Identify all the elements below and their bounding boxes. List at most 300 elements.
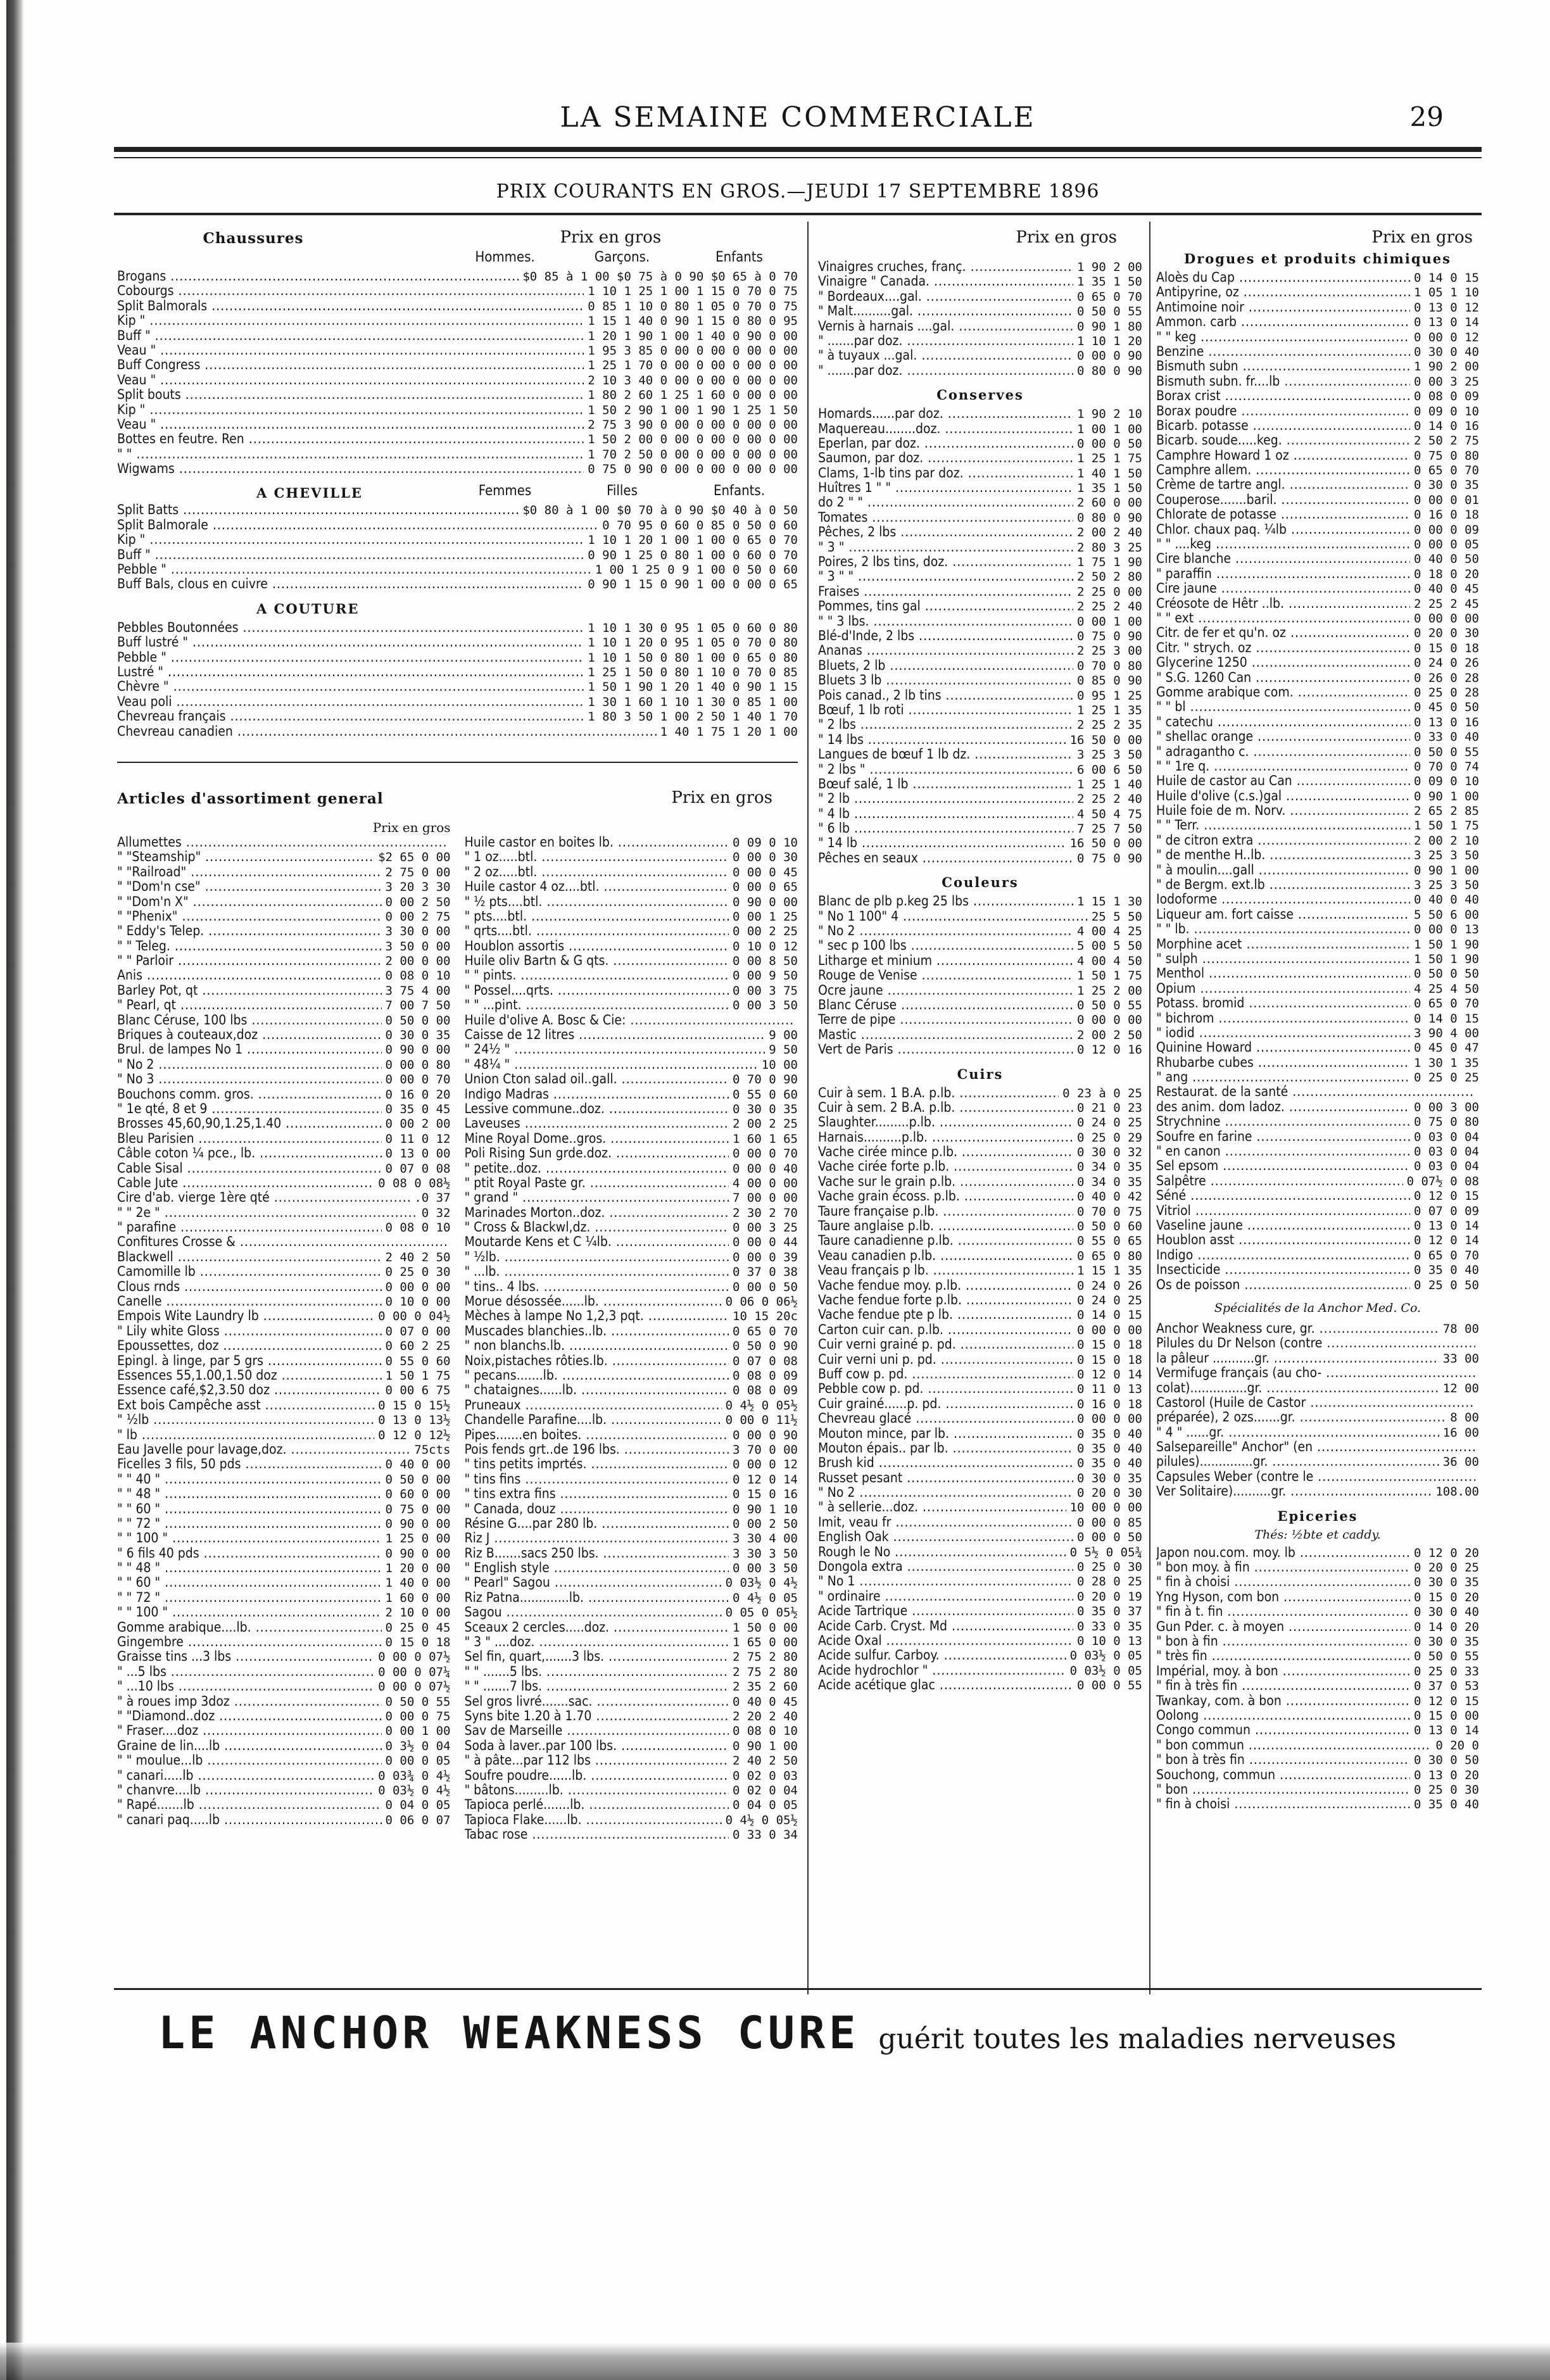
price-row bbox=[1156, 581, 1479, 596]
item-name: Cire blanche ..... bbox=[1156, 551, 1410, 566]
item-name: Briques à couteaux,doz ..... bbox=[117, 1028, 382, 1042]
item-name: " " 2e " ..... bbox=[117, 1206, 418, 1220]
item-name: " " 48 " ..... bbox=[117, 1487, 382, 1501]
item-name: " " 72 " ..... bbox=[117, 1516, 382, 1531]
price-row bbox=[818, 894, 1142, 909]
articles-price-heading: Prix en gros bbox=[671, 788, 772, 807]
item-price: 0 00 0 00 bbox=[1077, 1013, 1142, 1028]
item-name: " à moulin....gall ..... bbox=[1156, 863, 1410, 878]
item-name: Poires, 2 lbs tins, doz. ..... bbox=[818, 555, 1073, 569]
item-name: " ang ..... bbox=[1156, 1070, 1410, 1085]
item-price: 0 4½ 0 05 bbox=[733, 1590, 798, 1605]
item-price: 0 13 0 14 bbox=[1414, 315, 1479, 330]
price-row bbox=[117, 1028, 451, 1042]
price-row bbox=[465, 1280, 798, 1294]
vinaigres-list bbox=[818, 260, 1142, 378]
item-name: Huile de castor au Can ..... bbox=[1156, 774, 1410, 788]
price-row bbox=[1156, 1188, 1479, 1203]
price-row bbox=[117, 1057, 451, 1072]
price-row bbox=[1156, 477, 1479, 492]
price-row bbox=[1156, 1664, 1479, 1678]
price-row bbox=[1156, 1262, 1479, 1277]
item-price: 0 00 0 09 bbox=[1414, 522, 1479, 537]
item-price: 0 00 0 75 bbox=[385, 1709, 451, 1723]
price-row bbox=[1156, 1100, 1479, 1114]
item-name: Benzine ..... bbox=[1156, 344, 1410, 359]
item-name: " No 2 ..... bbox=[117, 1057, 382, 1072]
price-row bbox=[465, 1813, 798, 1827]
item-name: Canelle ..... bbox=[117, 1294, 382, 1309]
item-name: " " keg ..... bbox=[1156, 330, 1410, 344]
item-price: 0 75 0 00 bbox=[385, 1502, 451, 1516]
price-row bbox=[818, 584, 1142, 599]
item-price: 0 03½ 0 4½ bbox=[378, 1783, 451, 1798]
item-name: " bon à très fin ..... bbox=[1156, 1753, 1410, 1767]
price-row bbox=[818, 1574, 1142, 1589]
item-name: " 3 " ..... bbox=[818, 540, 1073, 555]
item-price: 0 00 2 75 bbox=[385, 909, 451, 924]
price-row bbox=[117, 299, 798, 313]
item-name: " "Railroad" ..... bbox=[117, 865, 382, 879]
price-row bbox=[818, 1397, 1142, 1411]
item-price: 0 12 0 14 bbox=[1414, 1233, 1479, 1248]
item-name: Cire jaune ..... bbox=[1156, 581, 1410, 596]
price-row bbox=[818, 688, 1142, 703]
price-row bbox=[465, 1042, 798, 1057]
price-row bbox=[1156, 448, 1479, 463]
price-row bbox=[818, 334, 1142, 348]
item-name: Houblon assortis ..... bbox=[465, 939, 729, 954]
item-price: 1 50 1 90 1 20 1 40 0 90 1 15 bbox=[588, 680, 798, 695]
price-row bbox=[818, 1204, 1142, 1219]
item-price: 0 14 0 15 bbox=[1414, 271, 1479, 285]
price-row bbox=[465, 1235, 798, 1249]
item-price: 4 00 0 00 bbox=[733, 1176, 798, 1190]
item-name: Chevreau glacé ..... bbox=[818, 1411, 1073, 1426]
item-name: Epoussettes, doz ..... bbox=[117, 1338, 382, 1353]
item-name: Tapioca Flake......lb. ..... bbox=[465, 1813, 722, 1827]
item-name: Cuir grainé......p. pd. ..... bbox=[818, 1397, 1073, 1411]
price-row bbox=[1156, 1694, 1479, 1708]
item-name: " Pearl" Sagou ..... bbox=[465, 1575, 722, 1590]
price-row bbox=[1156, 596, 1479, 611]
item-name: " "Diamond..doz ..... bbox=[117, 1709, 382, 1723]
price-row bbox=[465, 909, 798, 924]
item-price: 0 09 0 10 bbox=[1414, 404, 1479, 419]
price-row bbox=[117, 1472, 451, 1487]
price-row bbox=[1156, 285, 1479, 299]
item-price: 0 11 0 13 bbox=[1077, 1382, 1142, 1397]
item-price: 1 25 1 40 bbox=[1077, 777, 1142, 791]
item-price: 0 13 0 12 bbox=[1414, 300, 1479, 315]
price-row bbox=[818, 1337, 1142, 1352]
price-row bbox=[1156, 315, 1479, 329]
item-price: 0 02 0 03 bbox=[733, 1768, 798, 1783]
item-name: Buff " ..... bbox=[117, 329, 584, 343]
item-price: 8 00 bbox=[1450, 1411, 1479, 1425]
item-price: 0 30 0 50 bbox=[1414, 1753, 1479, 1768]
price-row bbox=[818, 777, 1142, 791]
item-name: Veau poli ..... bbox=[117, 695, 584, 709]
item-price: 0 20 0 25 bbox=[1414, 1561, 1479, 1575]
item-name: Noix,pistaches rôties.lb. ..... bbox=[465, 1354, 729, 1368]
item-price: 2 65 2 85 bbox=[1414, 804, 1479, 819]
item-name: Huile oliv Bartn & G qts. ..... bbox=[465, 954, 729, 968]
item-price: 0 35 0 40 bbox=[1414, 1263, 1479, 1278]
price-row bbox=[1156, 952, 1479, 966]
price-row bbox=[465, 1590, 798, 1605]
item-price: 0 03½ 0 4½ bbox=[725, 1576, 798, 1590]
item-name: Bœuf, 1 lb roti ..... bbox=[818, 703, 1073, 717]
item-name: " 4 lb ..... bbox=[818, 807, 1073, 821]
item-price: 0 16 0 20 bbox=[385, 1087, 451, 1102]
price-row bbox=[117, 1546, 451, 1561]
item-name: Acide sulfur. Carboy. ..... bbox=[818, 1648, 1066, 1663]
item-price: 0 90 1 25 0 80 1 00 0 60 0 70 bbox=[588, 548, 798, 562]
item-price: 0 33 0 35 bbox=[1077, 1619, 1142, 1634]
couleurs-list bbox=[818, 894, 1142, 1057]
item-name: Borax crist ..... bbox=[1156, 389, 1410, 403]
conserves-title: Conserves bbox=[936, 387, 1024, 403]
price-row bbox=[818, 762, 1142, 777]
item-name: " lb ..... bbox=[117, 1428, 374, 1442]
item-name: Buff Bals, clous en cuivre ..... bbox=[117, 577, 584, 591]
item-price: 2 30 2 70 bbox=[733, 1206, 798, 1220]
item-price: 1 30 1 60 1 10 1 30 0 85 1 00 bbox=[588, 695, 798, 709]
item-price: 0 00 1 25 bbox=[733, 909, 798, 924]
price-row bbox=[1156, 655, 1479, 670]
item-price: 1 50 0 00 bbox=[733, 1620, 798, 1635]
item-price: 2 25 3 00 bbox=[1077, 644, 1142, 658]
item-name: Opium ..... bbox=[1156, 981, 1410, 996]
price-row bbox=[117, 998, 451, 1012]
price-row bbox=[818, 703, 1142, 717]
item-name: " 24½ " ..... bbox=[465, 1042, 766, 1057]
item-name: Pêches, 2 lbs ..... bbox=[818, 525, 1073, 539]
price-row bbox=[1156, 1649, 1479, 1663]
item-price: 0 30 0 32 bbox=[1077, 1145, 1142, 1160]
articles-right bbox=[465, 820, 798, 1842]
item-price: 1 25 1 35 bbox=[1077, 703, 1142, 717]
item-price: 0 02 0 04 bbox=[733, 1783, 798, 1798]
item-price: 0 13 0 00 bbox=[385, 1147, 451, 1161]
item-price: 0 00 2 25 bbox=[733, 924, 798, 939]
item-price: 0 08 0 08½ bbox=[378, 1176, 451, 1190]
price-row bbox=[818, 1663, 1142, 1678]
price-row bbox=[117, 1679, 451, 1694]
item-name: Sceaux 2 cercles.....doz. ..... bbox=[465, 1620, 729, 1635]
item-price: 1 30 1 35 bbox=[1414, 1055, 1479, 1070]
item-price: 4 00 4 50 bbox=[1077, 954, 1142, 968]
price-row bbox=[465, 1768, 798, 1783]
item-price: 2 80 3 25 bbox=[1077, 540, 1142, 555]
chaussures-heading bbox=[117, 222, 798, 247]
item-price: 0 40 0 45 bbox=[733, 1694, 798, 1709]
price-row bbox=[117, 403, 798, 417]
item-name: Indigo ..... bbox=[1156, 1248, 1410, 1262]
item-price: 3 20 3 30 bbox=[385, 880, 451, 895]
price-row bbox=[465, 954, 798, 968]
price-row bbox=[465, 850, 798, 864]
price-row bbox=[117, 909, 451, 924]
item-name: Yng Hyson, com bon ..... bbox=[1156, 1590, 1410, 1604]
item-name: Buff Congress ..... bbox=[117, 358, 584, 372]
price-row bbox=[465, 983, 798, 998]
item-price: 0 13 0 14 bbox=[1414, 1219, 1479, 1233]
item-name: Japon nou.com. moy. lb ..... bbox=[1156, 1546, 1410, 1560]
item-name: Veau français p lb. ..... bbox=[818, 1263, 1073, 1278]
item-name: Huile castor 4 oz....btl. ..... bbox=[465, 879, 729, 894]
item-price: 78 00 bbox=[1442, 1321, 1479, 1336]
item-name: Bicarb. potasse ..... bbox=[1156, 419, 1410, 433]
price-row bbox=[117, 1013, 451, 1028]
price-row bbox=[818, 1634, 1142, 1648]
item-price: 0 70 0 75 bbox=[1077, 1204, 1142, 1219]
price-row bbox=[117, 1709, 451, 1723]
price-row bbox=[117, 548, 798, 562]
price-row bbox=[818, 1249, 1142, 1263]
price-row bbox=[465, 1739, 798, 1753]
item-price: 0 00 0 40 bbox=[733, 1161, 798, 1176]
item-price: 0 35 0 45 bbox=[385, 1102, 451, 1116]
item-price: 0 20 0 bbox=[1435, 1738, 1479, 1753]
price-row bbox=[1156, 833, 1479, 848]
item-name: " Fraser....doz ..... bbox=[117, 1723, 382, 1738]
item-price: 3 30 4 00 bbox=[733, 1532, 798, 1546]
item-price: 0 12 0 14 bbox=[733, 1472, 798, 1487]
section-rule bbox=[117, 762, 798, 763]
price-row bbox=[465, 1013, 798, 1028]
item-name: " à tuyaux ...gal. ..... bbox=[818, 348, 1073, 363]
item-name: " bon ..... bbox=[1156, 1782, 1410, 1797]
item-price: 0 24 0 26 bbox=[1414, 656, 1479, 671]
item-price: 7 00 0 00 bbox=[733, 1191, 798, 1206]
item-name: Lessive commune..doz. ..... bbox=[465, 1102, 729, 1116]
item-name: " fin à très fin ..... bbox=[1156, 1678, 1410, 1693]
footer-brand: LE ANCHOR WEAKNESS CURE bbox=[158, 2007, 860, 2059]
item-price: 0 20 0 30 bbox=[1077, 1486, 1142, 1501]
price-row bbox=[1156, 1055, 1479, 1070]
price-row bbox=[1156, 1130, 1479, 1144]
price-row bbox=[465, 865, 798, 879]
epiceries-title: Epiceries bbox=[1277, 1508, 1358, 1524]
item-name: Mouton épais.. par lb. ..... bbox=[818, 1441, 1073, 1456]
item-name: Syns bite 1.20 à 1.70 ..... bbox=[465, 1709, 729, 1723]
price-row bbox=[465, 1176, 798, 1190]
item-price: 0 37 0 38 bbox=[733, 1265, 798, 1280]
item-name: " No 2 ..... bbox=[818, 924, 1073, 938]
price-row bbox=[117, 1368, 451, 1383]
price-row bbox=[465, 1753, 798, 1768]
price-row bbox=[1156, 433, 1479, 448]
item-name: Restaurat. de la santé ..... bbox=[1156, 1085, 1475, 1099]
price-row bbox=[117, 1250, 451, 1264]
item-price: 33 00 bbox=[1442, 1351, 1479, 1366]
item-price: 0 50 0 55 bbox=[1077, 305, 1142, 319]
price-row bbox=[117, 879, 451, 894]
item-name: Mèches à lampe No 1,2,3 pqt. ..... bbox=[465, 1309, 729, 1323]
item-price: 0 06 0 06½ bbox=[725, 1295, 798, 1309]
item-name: Blackwell ..... bbox=[117, 1250, 382, 1264]
item-name: " bon commun ..... bbox=[1156, 1738, 1432, 1753]
item-name: des anim. dom ladoz. ..... bbox=[1156, 1100, 1410, 1114]
item-price: 0 13 0 13½ bbox=[378, 1413, 451, 1428]
item-price: 0 33 0 34 bbox=[733, 1828, 798, 1842]
item-name: " à roues imp 3doz ..... bbox=[117, 1694, 382, 1709]
price-row bbox=[1156, 996, 1479, 1011]
item-price: 0 00 0 12 bbox=[733, 1458, 798, 1472]
item-price: 0 00 0 50 bbox=[733, 1280, 798, 1294]
item-name: " 2 oz.....btl. ..... bbox=[465, 865, 729, 879]
item-price: 0 14 0 16 bbox=[1414, 419, 1479, 433]
item-price: 0 15 0 18 bbox=[1077, 1338, 1142, 1352]
item-name: " bon à fin ..... bbox=[1156, 1634, 1410, 1649]
articles-heading bbox=[117, 782, 798, 807]
price-row bbox=[1156, 671, 1479, 685]
item-price: 0 00 0 65 bbox=[733, 880, 798, 895]
articles-left-price-heading: Prix en gros bbox=[372, 819, 451, 835]
item-price: 0 75 0 90 bbox=[1077, 851, 1142, 866]
price-row bbox=[1156, 374, 1479, 389]
item-price: 0 90 0 00 bbox=[385, 1516, 451, 1531]
item-name: Huile foie de m. Norv. ..... bbox=[1156, 803, 1410, 818]
price-row bbox=[818, 1515, 1142, 1530]
price-row bbox=[117, 1161, 451, 1176]
price-row bbox=[465, 1798, 798, 1812]
price-row bbox=[1156, 1410, 1479, 1425]
price-row bbox=[117, 695, 798, 709]
item-name: " sulph ..... bbox=[1156, 952, 1410, 966]
item-name: " tins extra fins ..... bbox=[465, 1487, 729, 1501]
item-price: 0 15 0 18 bbox=[385, 1635, 451, 1650]
item-price: 0 40 0 42 bbox=[1077, 1190, 1142, 1204]
item-name: " tins.. 4 lbs. ..... bbox=[465, 1280, 729, 1294]
price-row bbox=[117, 417, 798, 432]
item-price: 2 25 2 35 bbox=[1077, 718, 1142, 733]
price-row bbox=[117, 895, 451, 909]
price-row bbox=[1156, 745, 1479, 759]
item-price: 0 13 0 16 bbox=[1414, 715, 1479, 729]
price-row bbox=[117, 1324, 451, 1338]
item-name: Cable Jute ..... bbox=[117, 1176, 374, 1190]
item-name: " " moulue...lb ..... bbox=[117, 1753, 382, 1768]
item-name: Bismuth subn ..... bbox=[1156, 359, 1410, 374]
item-name: " parafine ..... bbox=[117, 1220, 382, 1235]
price-row bbox=[1156, 729, 1479, 744]
chaussures-list bbox=[117, 269, 798, 476]
item-name: " à pâte...par 112 lbs ..... bbox=[465, 1753, 729, 1768]
price-row bbox=[818, 510, 1142, 525]
price-row bbox=[1156, 1011, 1479, 1026]
item-price: 0 25 0 28 bbox=[1414, 685, 1479, 700]
price-row bbox=[818, 1028, 1142, 1042]
item-name: Harnais..........p.lb. ..... bbox=[818, 1130, 1073, 1145]
col-enfants: Enfants bbox=[715, 249, 763, 265]
price-row bbox=[465, 1116, 798, 1131]
item-name: Quinine Howard ..... bbox=[1156, 1040, 1410, 1055]
price-row bbox=[818, 1471, 1142, 1485]
item-name: " Lily white Gloss ..... bbox=[117, 1324, 382, 1338]
item-price: 1 40 0 00 bbox=[385, 1576, 451, 1590]
item-price: $2 65 0 00 bbox=[378, 850, 451, 865]
item-price: 1 25 0 00 bbox=[385, 1532, 451, 1546]
item-name: " 14 lbs ..... bbox=[818, 733, 1066, 747]
item-name: " catechu ..... bbox=[1156, 715, 1410, 729]
item-price: 0 07 0 00 bbox=[385, 1324, 451, 1338]
price-row bbox=[117, 1206, 451, 1220]
advertisement-footer bbox=[158, 2007, 1425, 2064]
item-price: 0 08 0 10 bbox=[733, 1724, 798, 1739]
item-price: 0 15 0 20 bbox=[1414, 1590, 1479, 1604]
item-name: Eau Javelle pour lavage,doz. ..... bbox=[117, 1442, 410, 1457]
item-name: Fraises ..... bbox=[818, 584, 1073, 599]
price-row bbox=[818, 1293, 1142, 1307]
price-row bbox=[117, 562, 798, 577]
item-price: 0 25 0 30 bbox=[385, 1265, 451, 1280]
item-price: 0 50 0 55 bbox=[1414, 1649, 1479, 1664]
item-price: 0 50 0 55 bbox=[1077, 998, 1142, 1012]
item-name: Bleu Parisien ..... bbox=[117, 1131, 382, 1146]
specialites-list bbox=[1156, 1321, 1479, 1499]
price-row bbox=[818, 821, 1142, 836]
price-row bbox=[1156, 789, 1479, 803]
item-name: Riz J ..... bbox=[465, 1531, 729, 1546]
item-price: 0 65 0 70 bbox=[1414, 1248, 1479, 1262]
item-name: Pebble " ..... bbox=[117, 650, 584, 665]
item-price: 2 00 2 10 bbox=[1414, 833, 1479, 848]
item-name: Langues de bœuf 1 lb dz. ..... bbox=[818, 747, 1073, 762]
item-name: Pebble " ..... bbox=[117, 562, 591, 577]
item-price: 0 25 0 33 bbox=[1414, 1664, 1479, 1678]
item-name: " 6 fils 40 pds ..... bbox=[117, 1546, 382, 1561]
item-name: " fin à choisi ..... bbox=[1156, 1797, 1410, 1811]
price-row bbox=[117, 1723, 451, 1738]
item-price: 1 20 0 00 bbox=[385, 1561, 451, 1576]
item-name: " Eddy's Telep. ..... bbox=[117, 924, 382, 938]
price-row bbox=[117, 329, 798, 343]
price-row bbox=[1156, 700, 1479, 714]
item-price: 2 75 2 80 bbox=[733, 1650, 798, 1665]
item-price: 0 00 0 05 bbox=[1414, 538, 1479, 552]
item-price: 0 25 0 45 bbox=[385, 1620, 451, 1635]
item-price: 0 40 0 50 bbox=[1414, 552, 1479, 567]
item-price: 0 23 à 0 25 bbox=[1062, 1086, 1142, 1100]
item-price: 0 18 0 20 bbox=[1414, 567, 1479, 581]
footer-tagline: guérit toutes les maladies nerveuses bbox=[878, 2023, 1397, 2055]
price-row bbox=[818, 851, 1142, 866]
item-name: Cire d'ab. vierge 1ère qté ..... bbox=[117, 1190, 410, 1205]
price-row bbox=[818, 1485, 1142, 1500]
price-row bbox=[1156, 1278, 1479, 1292]
item-price: 4 25 4 50 bbox=[1414, 981, 1479, 996]
item-name: " " 60 " ..... bbox=[117, 1575, 382, 1590]
item-price: 0 35 0 37 bbox=[1077, 1604, 1142, 1619]
item-name: Pebble cow p. pd. ..... bbox=[818, 1382, 1073, 1396]
item-price: 0 90 0 00 bbox=[385, 1546, 451, 1561]
item-price: 1 00 1 25 0 9 1 00 0 50 0 60 bbox=[595, 563, 798, 577]
price-row bbox=[818, 983, 1142, 998]
item-price: 0 50 0 90 bbox=[733, 1339, 798, 1354]
item-price: 0 00 9 50 bbox=[733, 969, 798, 983]
price-row bbox=[818, 1219, 1142, 1233]
price-row bbox=[1156, 907, 1479, 922]
price-row bbox=[818, 348, 1142, 363]
price-row bbox=[117, 1561, 451, 1575]
col3-heading bbox=[1156, 222, 1479, 247]
item-price: 2 20 2 40 bbox=[733, 1709, 798, 1723]
item-price: 1 50 2 00 0 00 0 00 0 00 0 00 bbox=[588, 432, 798, 447]
item-name: Pilules du Dr Nelson (contre ..... bbox=[1156, 1336, 1475, 1351]
